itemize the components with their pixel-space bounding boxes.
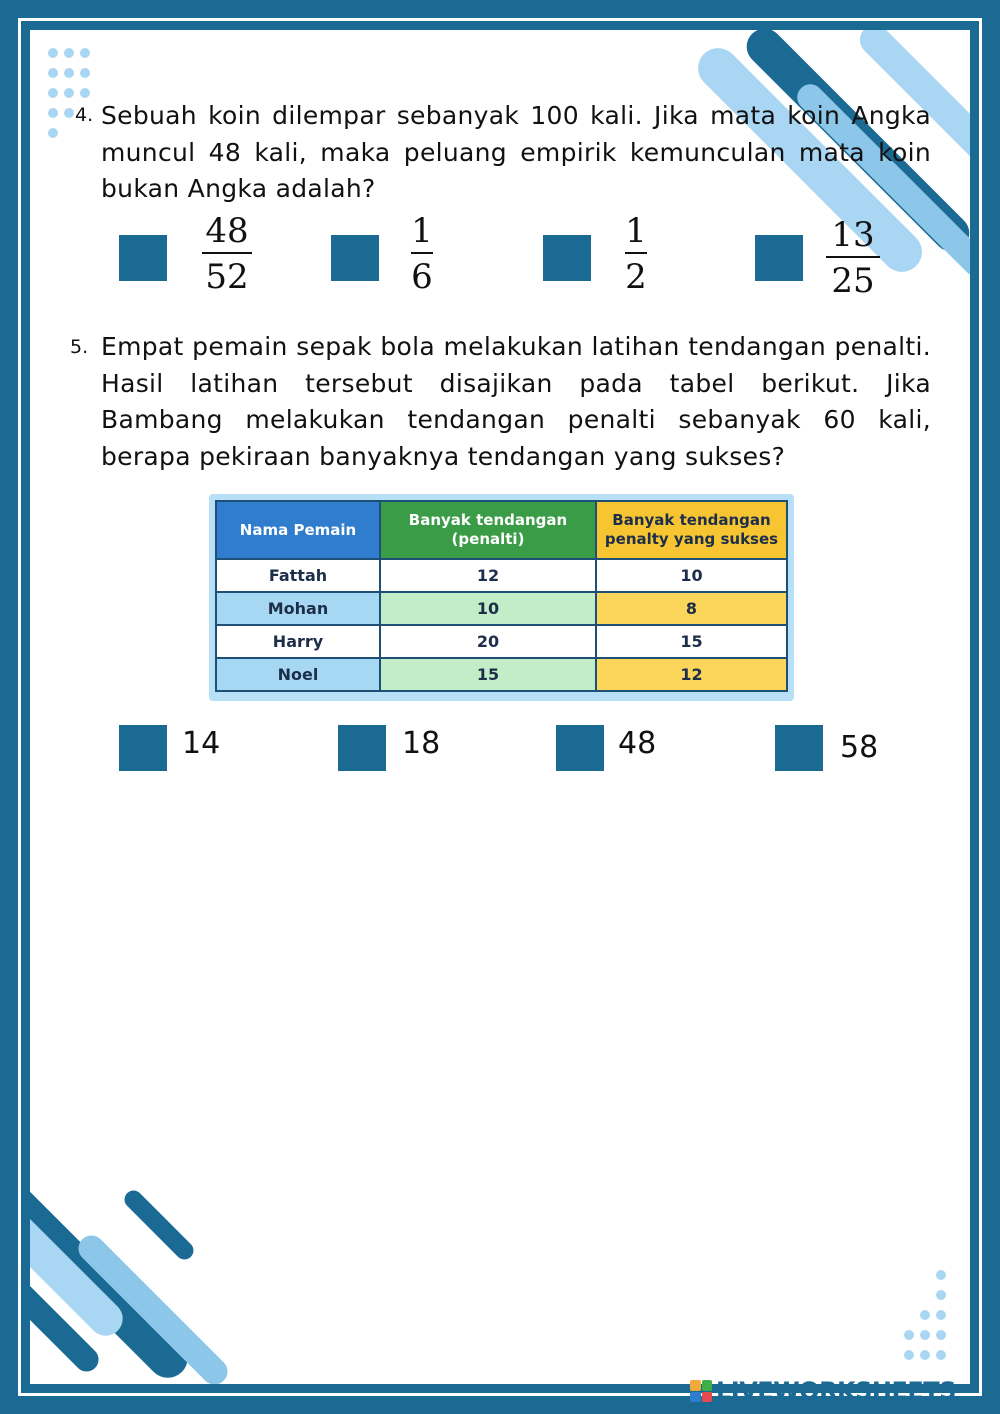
q5-option-4-answer-box[interactable] [775,725,823,771]
q4-option-1-fraction [192,212,262,296]
fraction-bar [625,252,647,254]
table-header-nama-pemain: Nama Pemain [216,501,380,559]
q4-option-3-answer-box[interactable] [543,235,591,281]
table-cell-attempts: 12 [380,559,596,592]
q4-option-4-fraction [818,216,888,300]
question-4-number: 4. [75,104,94,126]
fraction-denominator: 25 [831,261,875,301]
q5-option-4-value: 58 [840,730,879,765]
fraction-denominator: 2 [625,257,647,297]
table-cell-name: Noel [216,658,380,691]
table-cell-successes: 12 [596,658,787,691]
table-row [216,559,787,592]
q5-option-2-value: 18 [402,726,441,761]
table-header-banyak-tendangan: Banyak tendangan (penalti) [380,501,596,559]
q4-option-2-fraction [387,212,457,296]
q4-option-3-fraction [601,212,671,296]
fraction-denominator: 52 [205,257,249,297]
table-cell-name: Fattah [216,559,380,592]
q5-option-3-value: 48 [618,726,657,761]
brand-text: LIVEWORKSHEETS [716,1377,956,1405]
fraction-bar [411,252,433,254]
q5-option-1-answer-box[interactable] [119,725,167,771]
q4-option-1-answer-box[interactable] [119,235,167,281]
table-cell-name: Harry [216,625,380,658]
question-4-text: Sebuah koin dilempar sebanyak 100 kali. Jika mata koin Angka muncul 48 kali, maka peluang empirik kemunculan mata koin bukan Angka adalah? [101,101,931,203]
penalty-results-table-container [209,494,794,701]
q4-option-2-answer-box[interactable] [331,235,379,281]
fraction-numerator: 13 [831,215,875,255]
penalty-results-table [215,500,788,692]
stripes-decoration-bottom-left [30,1170,330,1387]
table-cell-name: Mohan [216,592,380,625]
table-cell-successes: 10 [596,559,787,592]
table-row [216,625,787,658]
fraction-bar [202,252,252,254]
fraction-numerator: 1 [625,211,647,251]
table-cell-attempts: 15 [380,658,596,691]
fraction-numerator: 48 [205,211,249,251]
fraction-denominator: 6 [411,257,433,297]
q5-option-1-value: 14 [182,726,221,761]
fraction-numerator: 1 [411,211,433,251]
fraction-bar [826,256,880,258]
table-row [216,592,787,625]
question-5-number: 5. [70,336,89,358]
table-cell-attempts: 20 [380,625,596,658]
question-5-text: Empat pemain sepak bola melakukan latihan tendangan penalti. Hasil latihan tersebut disajikan pada tabel berikut. Jika Bambang melakukan tendangan penalti sebanyak 60 kali, berapa pekiraan banyaknya tendangan yang sukses? [101,332,931,471]
q5-option-2-answer-box[interactable] [338,725,386,771]
table-row [216,658,787,691]
q4-option-4-answer-box[interactable] [755,235,803,281]
table-header-tendangan-sukses: Banyak tendangan penalty yang sukses [596,501,787,559]
liveworksheets-logo-icon [690,1380,712,1402]
q5-option-3-answer-box[interactable] [556,725,604,771]
table-header-row [216,501,787,559]
table-cell-successes: 15 [596,625,787,658]
liveworksheets-brand [690,1378,956,1404]
table-cell-attempts: 10 [380,592,596,625]
table-cell-successes: 8 [596,592,787,625]
